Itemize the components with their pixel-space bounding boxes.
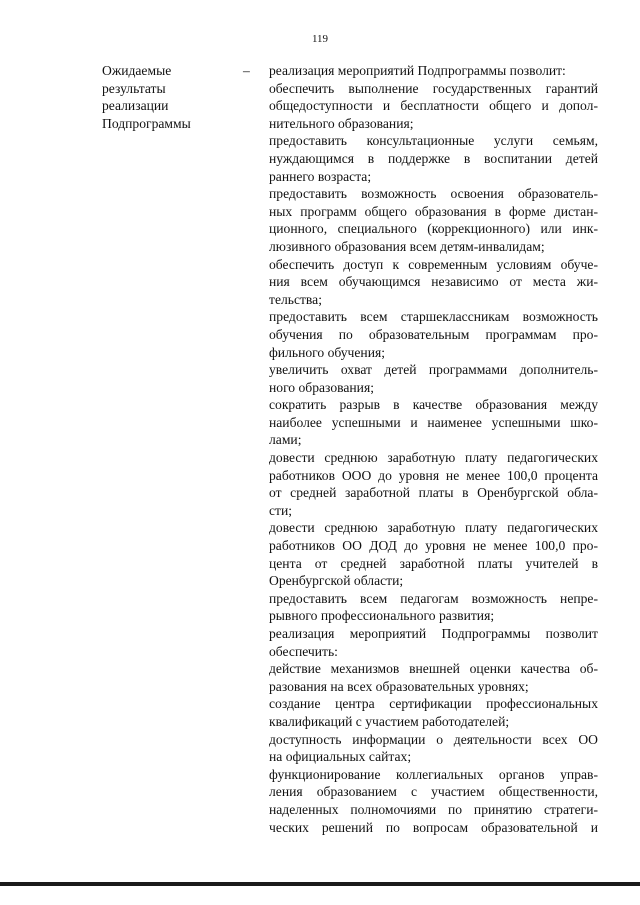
- section-label-line: реализации: [102, 98, 169, 114]
- content-line: ческих решений по вопросам образовательной и: [269, 819, 598, 835]
- content-line: создание центра сертификации профессиональных: [269, 696, 598, 712]
- content-line: довести среднюю заработную плату педагогических: [269, 520, 598, 536]
- content-line: Оренбургской области;: [269, 573, 404, 589]
- page-bottom-border: [0, 882, 640, 886]
- content-line: люзивного образования всем детям-инвалидам;: [269, 238, 545, 254]
- content-line: работников ООО до уровня не менее 100,0 процента: [269, 467, 598, 483]
- content-line: разования на всех образовательных уровнях;: [269, 678, 529, 694]
- content-line: цента от средней заработной платы учителей в: [269, 555, 598, 571]
- content-line: рывного профессионального развития;: [269, 608, 495, 624]
- content-line: обеспечить доступ к современным условиям обуче-: [269, 256, 598, 272]
- content-line: обеспечить:: [269, 643, 338, 659]
- content-line: ния всем обучающимся независимо от места жи-: [269, 274, 598, 290]
- section-label-line: результаты: [102, 80, 166, 96]
- list-dash: –: [243, 63, 250, 78]
- content-line: довести среднюю заработную плату педагогических: [269, 450, 598, 466]
- content-line: реализация мероприятий Подпрограммы позволит:: [269, 63, 566, 78]
- content-line: функционирование коллегиальных органов управ-: [269, 766, 598, 782]
- content-line: предоставить консультационные услуги семьям,: [269, 133, 598, 149]
- content-line: сти;: [269, 502, 293, 518]
- content-line: предоставить всем старшеклассникам возможность: [269, 309, 598, 325]
- content-line: предоставить всем педагогам возможность непре-: [269, 590, 598, 606]
- content-line: от средней заработной платы в Оренбургской обла-: [269, 485, 598, 501]
- content-line: ного образования;: [269, 379, 374, 395]
- content-line: наделенных полномочиями по принятию стратеги-: [269, 801, 598, 817]
- section-label: [102, 62, 232, 132]
- content-line: сократить разрыв в качестве образования между: [269, 397, 598, 413]
- content-line: наиболее успешными и наименее успешными шко-: [269, 414, 598, 430]
- content-line: предоставить возможность освоения образователь-: [269, 186, 598, 202]
- content-line: нуждающимся в поддержке в воспитании детей: [269, 150, 598, 166]
- content-line: реализация мероприятий Подпрограммы позволит: [269, 626, 598, 641]
- content-line: общедоступности и бесплатности общего и допол-: [269, 98, 598, 114]
- content-line: действие механизмов внешней оценки качества об-: [269, 661, 598, 677]
- content-line: нительного образования;: [269, 115, 414, 131]
- content-line: раннего возраста;: [269, 168, 372, 184]
- content-line: на официальных сайтах;: [269, 749, 412, 765]
- content-line: ных программ общего образования в форме дистан-: [269, 203, 598, 219]
- content-line: лами;: [269, 432, 302, 448]
- content-line: фильного обучения;: [269, 344, 386, 360]
- content-line: ционного, специального (коррекционного) или инк-: [269, 221, 598, 237]
- content-line: ления образованием с участием общественности,: [269, 784, 598, 800]
- content-line: доступность информации о деятельности всех ОО: [269, 731, 598, 747]
- section-label-line: Ожидаемые: [102, 63, 172, 78]
- content-line: работников ОО ДОД до уровня не менее 100,0 про-: [269, 538, 598, 554]
- content-line: обеспечить выполнение государственных гарантий: [269, 80, 598, 96]
- page-number: 119: [311, 33, 329, 45]
- content-line: квалификаций с участием работодателей;: [269, 713, 510, 729]
- content-line: тельства;: [269, 291, 322, 307]
- content-line: увеличить охват детей программами дополнитель-: [269, 362, 598, 378]
- section-label-line: Подпрограммы: [102, 115, 191, 131]
- section-content: [269, 62, 598, 836]
- content-line: обучения по образовательным программам про-: [269, 326, 598, 342]
